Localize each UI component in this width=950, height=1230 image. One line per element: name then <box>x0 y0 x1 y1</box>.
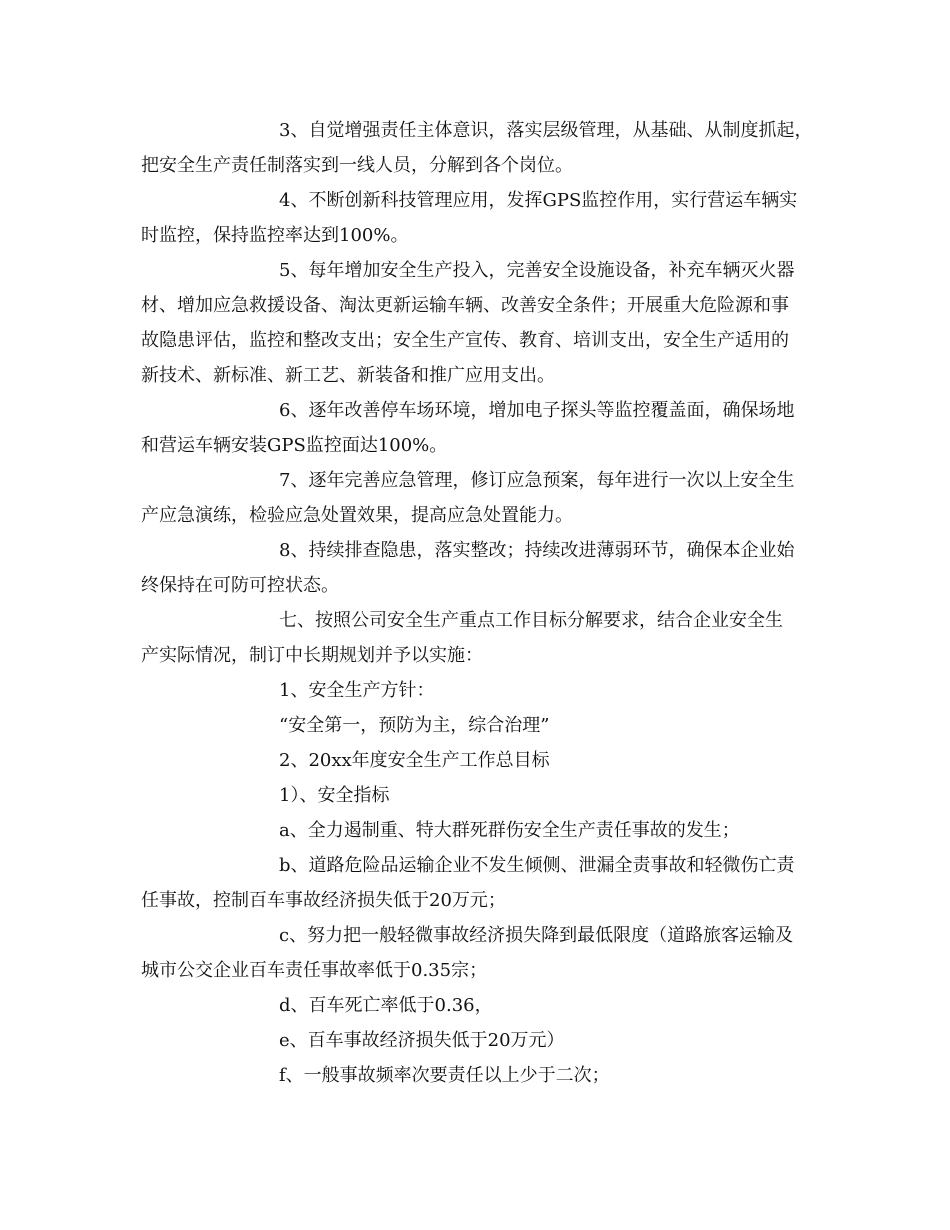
paragraph-line: 3、自觉增强责任主体意识，落实层级管理，从基础、从制度抓起， <box>279 120 813 141</box>
paragraph-line: 城市公交企业百车责任事故率低于0.35宗； <box>141 960 488 981</box>
paragraph-line: 8、持续排查隐患，落实整改；持续改进薄弱环节，确保本企业始 <box>279 540 795 561</box>
paragraph-line: a、全力遏制重、特大群死群伤安全生产责任事故的发生； <box>279 820 740 841</box>
indicator-c <box>141 918 831 988</box>
paragraph-item-6 <box>141 393 831 463</box>
indicator-a <box>141 813 831 848</box>
paragraph-line: “安全第一，预防为主，综合治理” <box>279 715 550 736</box>
paragraph-item-8 <box>141 533 831 603</box>
paragraph-line: e、百车事故经济损失低于20万元） <box>279 1030 565 1051</box>
paragraph-line: 2、20xx年度安全生产工作总目标 <box>279 750 550 771</box>
paragraph-line: 材、增加应急救援设备、淘汰更新运输车辆、改善安全条件；开展重大危险源和事 <box>141 295 789 316</box>
paragraph-line: 6、逐年改善停车场环境，增加电子探头等监控覆盖面，确保场地 <box>279 400 795 421</box>
indicator-b <box>141 848 831 918</box>
paragraph-item-7 <box>141 463 831 533</box>
paragraph-line: 1、安全生产方针： <box>279 680 435 701</box>
paragraph-line: c、努力把一般轻微事故经济损失降到最低限度（道路旅客运输及 <box>279 925 794 946</box>
paragraph-line: b、道路危险品运输企业不发生倾侧、泄漏全责事故和轻微伤亡责 <box>279 855 795 876</box>
paragraph-line: 终保持在可防可控状态。 <box>141 575 339 596</box>
policy-quote <box>141 708 831 743</box>
indicator-e <box>141 1023 831 1058</box>
annual-goal-heading <box>141 743 831 778</box>
safety-indicators-heading <box>141 778 831 813</box>
document-body <box>141 113 831 1093</box>
indicator-d <box>141 988 831 1023</box>
paragraph-line: d、百车死亡率低于0.36， <box>279 995 493 1016</box>
paragraph-line: 1）、安全指标 <box>279 785 390 806</box>
paragraph-item-5 <box>141 253 831 393</box>
paragraph-line: 4、不断创新科技管理应用，发挥GPS监控作用，实行营运车辆实 <box>279 190 798 211</box>
paragraph-line: f、一般事故频率次要责任以上少于二次； <box>279 1065 610 1086</box>
paragraph-line: 产实际情况，制订中长期规划并予以实施： <box>141 645 483 666</box>
paragraph-line: 和营运车辆安装GPS监控面达100%。 <box>141 435 448 456</box>
paragraph-item-3 <box>141 113 831 183</box>
section-heading-seven <box>141 603 831 673</box>
paragraph-line: 把安全生产责任制落实到一线人员，分解到各个岗位。 <box>141 155 573 176</box>
paragraph-line: 故隐患评估，监控和整改支出；安全生产宣传、教育、培训支出，安全生产适用的 <box>141 330 789 351</box>
indicator-f <box>141 1058 831 1093</box>
paragraph-line: 7、逐年完善应急管理，修订应急预案，每年进行一次以上安全生 <box>279 470 795 491</box>
paragraph-line: 5、每年增加安全生产投入，完善安全设施设备，补充车辆灭火器 <box>279 260 795 281</box>
paragraph-line: 七、按照公司安全生产重点工作目标分解要求，结合企业安全生 <box>279 610 783 631</box>
paragraph-line: 新技术、新标准、新工艺、新装备和推广应用支出。 <box>141 365 555 386</box>
policy-label <box>141 673 831 708</box>
paragraph-line: 时监控，保持监控率达到100%。 <box>141 225 409 246</box>
paragraph-item-4 <box>141 183 831 253</box>
paragraph-line: 任事故，控制百车事故经济损失低于20万元； <box>141 890 506 911</box>
paragraph-line: 产应急演练，检验应急处置效果，提高应急处置能力。 <box>141 505 573 526</box>
